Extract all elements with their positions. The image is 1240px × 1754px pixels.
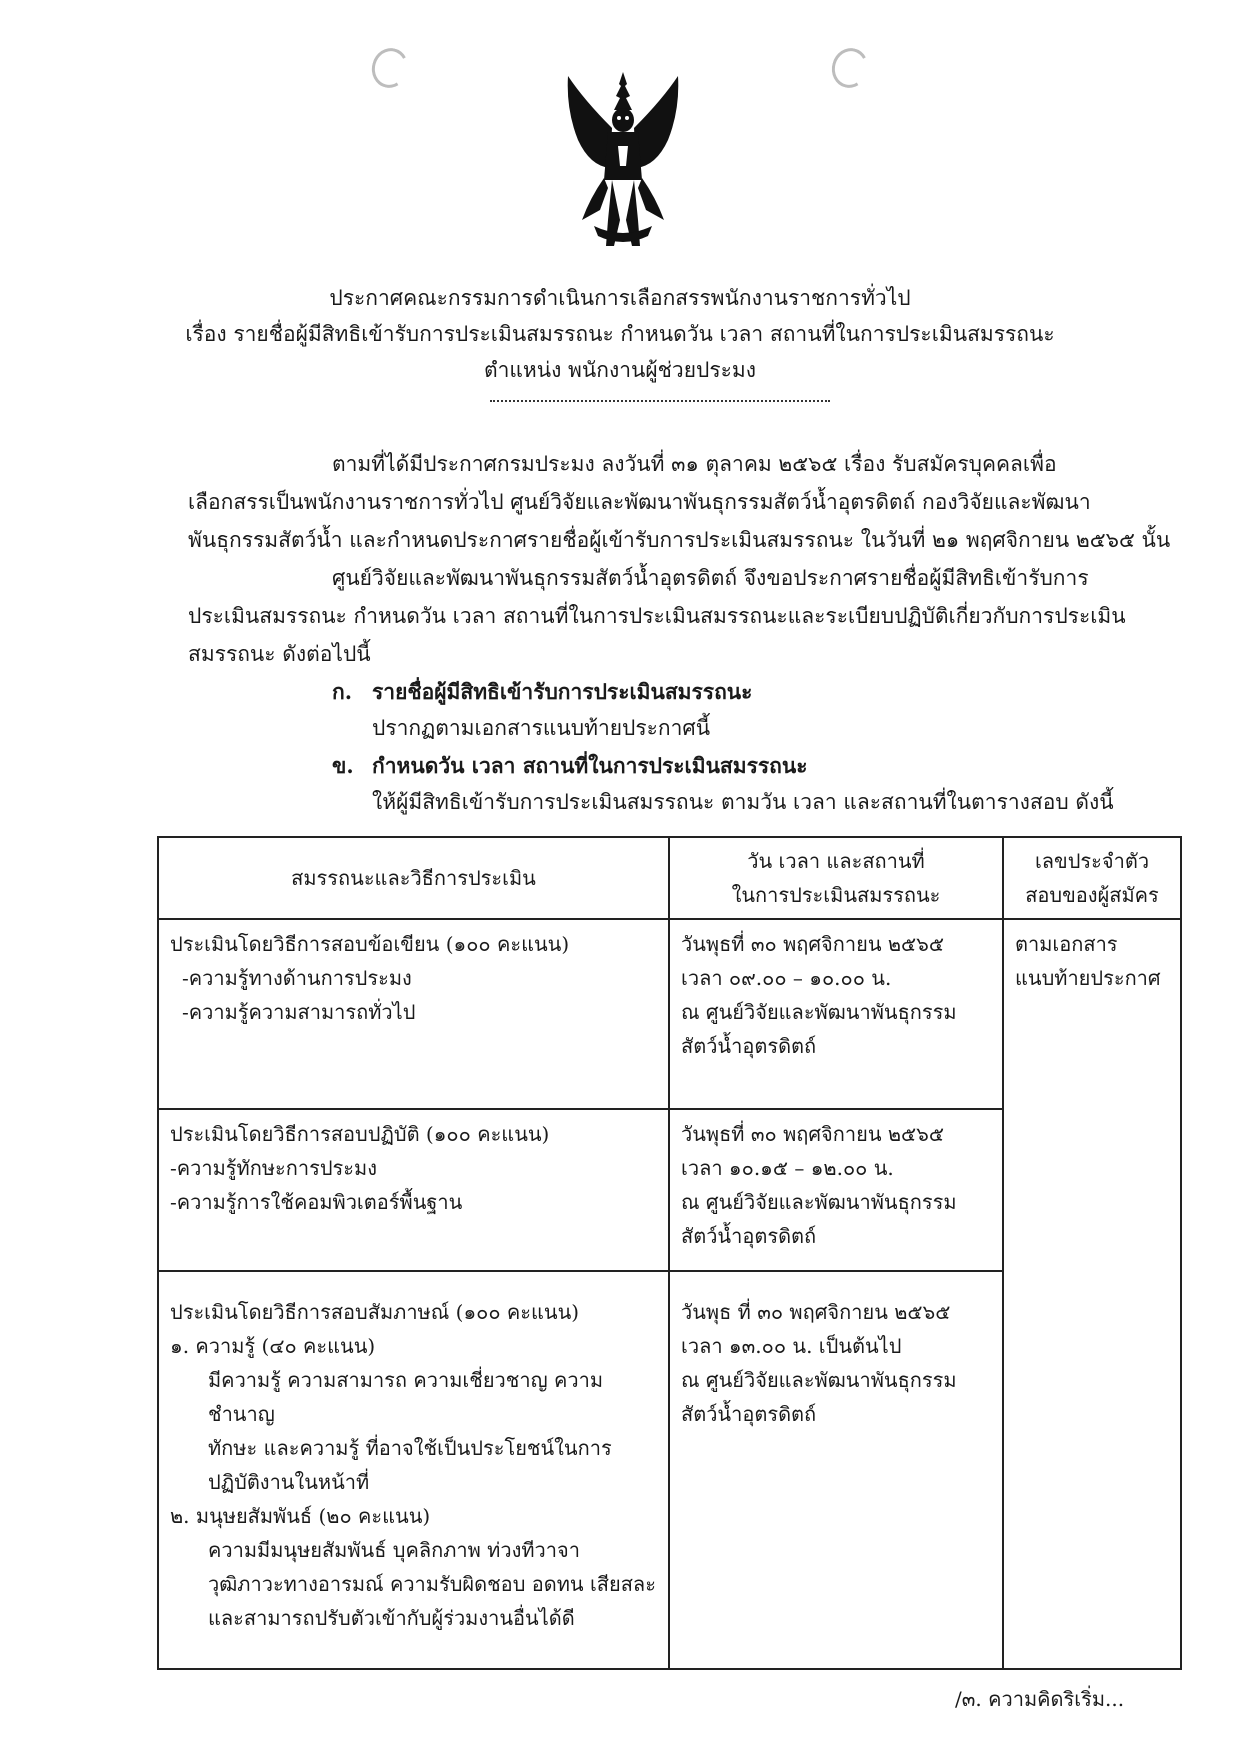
paragraph-1-line-3: พันธุกรรมสัตว์น้ำ และกำหนดประกาศรายชื่อผู้เข้ารับการประเมินสมรรถนะ ในวันที่ ๒๑ พฤศจิกายน ๒๕๖๕ นั้น bbox=[188, 528, 1171, 552]
row-item: -ความรู้ทักษะการประมง bbox=[170, 1156, 377, 1180]
punch-hole-right bbox=[827, 44, 872, 92]
row-title: ประเมินโดยวิธีการสอบปฏิบัติ (๑๐๐ คะแนน) bbox=[170, 1122, 550, 1146]
item-b-marker: ข. bbox=[332, 753, 354, 778]
announcement-position: ตำแหน่ง พนักงานผู้ช่วยประมง bbox=[483, 358, 757, 382]
competency-cell bbox=[158, 919, 669, 1109]
item-a-marker: ก. bbox=[332, 679, 353, 704]
schedule-cell: วันพุธที่ ๓๐ พฤศจิกายน ๒๕๖๕ เวลา ๐๙.๐๐ – ๑๐.๐๐ น. ณ ศูนย์วิจัยและพัฒนาพันธุกรรม สัตว์น้ำอุตรดิตถ์ bbox=[669, 919, 1003, 1109]
row-item: -ความรู้ทางด้านการประมง bbox=[182, 966, 412, 990]
item-b-text: ให้ผู้มีสิทธิเข้ารับการประเมินสมรรถนะ ตามวัน เวลา และสถานที่ในตารางสอบ ดังนี้ bbox=[372, 790, 1114, 814]
competency-cell bbox=[158, 1109, 669, 1271]
row-item: -ความรู้ความสามารถทั่วไป bbox=[182, 1000, 416, 1024]
item-a-text: ปรากฏตามเอกสารแนบท้ายประกาศนี้ bbox=[372, 716, 711, 740]
row-title: ประเมินโดยวิธีการสอบสัมภาษณ์ (๑๐๐ คะแนน) bbox=[170, 1300, 580, 1324]
announcement-subject: เรื่อง รายชื่อผู้มีสิทธิเข้ารับการประเมินสมรรถนะ กำหนดวัน เวลา สถานที่ในการประเมินสมรรถนะ bbox=[185, 322, 1055, 346]
sub-item-title: ๑. ความรู้ (๔๐ คะแนน) bbox=[170, 1334, 376, 1358]
table-header-row bbox=[158, 837, 1181, 919]
continuation-note: /๓. ความคิดริเริ่ม... bbox=[955, 1687, 1125, 1711]
candidate-id-cell: ตามเอกสาร แนบท้ายประกาศ bbox=[1003, 919, 1181, 1669]
competency-cell: ประเมินโดยวิธีการสอบสัมภาษณ์ (๑๐๐ คะแนน) ๑. ความรู้ (๔๐ คะแนน) มีความรู้ ความสามารถ ความเชี่ยวชาญ ความชำนาญ ทักษะ และความรู้ ที่อาจใช้เป็นประโยชน์ในการ ปฏิบัติงานในหน้าที่ ๒. มนุษยสัมพันธ์ (๒๐ คะแนน) ความมีมนุษยสัมพันธ์ บุคลิกภาพ ท่วงทีวาจา วุฒิภาวะทางอารมณ์ ความรับผิดชอบ อดทน เสียสละ และสามารถปรับตัวเข้ากับผู้ร่วมงานอื่นได้ดี bbox=[158, 1271, 669, 1669]
paragraph-2-line-1: ศูนย์วิจัยและพัฒนาพันธุกรรมสัตว์น้ำอุตรดิตถ์ จึงขอประกาศรายชื่อผู้มีสิทธิเข้ารับการ bbox=[332, 566, 1089, 590]
paragraph-1-line-2: เลือกสรรเป็นพนักงานราชการทั่วไป ศูนย์วิจัยและพัฒนาพันธุกรรมสัตว์น้ำอุตรดิตถ์ กองวิจัยและพัฒนา bbox=[188, 490, 1091, 514]
header-candidate-id: เลขประจำตัว สอบของผู้สมัคร bbox=[1003, 837, 1181, 919]
table-row bbox=[158, 919, 1181, 1109]
assessment-schedule-table bbox=[157, 836, 1182, 1670]
row-item: -ความรู้การใช้คอมพิวเตอร์พื้นฐาน bbox=[170, 1190, 463, 1214]
paragraph-1-line-1: ตามที่ได้มีประกาศกรมประมง ลงวันที่ ๓๑ ตุลาคม ๒๕๖๕ เรื่อง รับสมัครบุคคลเพื่อ bbox=[332, 452, 1057, 476]
header-competency: สมรรถนะและวิธีการประเมิน bbox=[158, 837, 669, 919]
paragraph-2-line-3: สมรรถนะ ดังต่อไปนี้ bbox=[188, 642, 371, 666]
dotted-divider bbox=[490, 400, 830, 402]
item-a-title: รายชื่อผู้มีสิทธิเข้ารับการประเมินสมรรถนะ bbox=[372, 679, 753, 704]
header-schedule: วัน เวลา และสถานที่ ในการประเมินสมรรถนะ bbox=[669, 837, 1003, 919]
row-title: ประเมินโดยวิธีการสอบข้อเขียน (๑๐๐ คะแนน) bbox=[170, 932, 570, 956]
garuda-emblem bbox=[564, 70, 682, 250]
schedule-cell: วันพุธที่ ๓๐ พฤศจิกายน ๒๕๖๕ เวลา ๑๐.๑๕ – ๑๒.๐๐ น. ณ ศูนย์วิจัยและพัฒนาพันธุกรรม สัตว์น้ำอุตรดิตถ์ bbox=[669, 1109, 1003, 1271]
item-b-title: กำหนดวัน เวลา สถานที่ในการประเมินสมรรถนะ bbox=[372, 753, 808, 778]
announcement-title: ประกาศคณะกรรมการดำเนินการเลือกสรรพนักงานราชการทั่วไป bbox=[329, 286, 911, 310]
sub-item-title: ๒. มนุษยสัมพันธ์ (๒๐ คะแนน) bbox=[170, 1504, 431, 1528]
paragraph-2-line-2: ประเมินสมรรถนะ กำหนดวัน เวลา สถานที่ในการประเมินสมรรถนะและระเบียบปฏิบัติเกี่ยวกับการประเมิน bbox=[188, 604, 1126, 628]
punch-hole-left bbox=[367, 44, 412, 92]
schedule-cell: วันพุธ ที่ ๓๐ พฤศจิกายน ๒๕๖๕ เวลา ๑๓.๐๐ น. เป็นต้นไป ณ ศูนย์วิจัยและพัฒนาพันธุกรรม สัตว์น้ำอุตรดิตถ์ bbox=[669, 1271, 1003, 1669]
